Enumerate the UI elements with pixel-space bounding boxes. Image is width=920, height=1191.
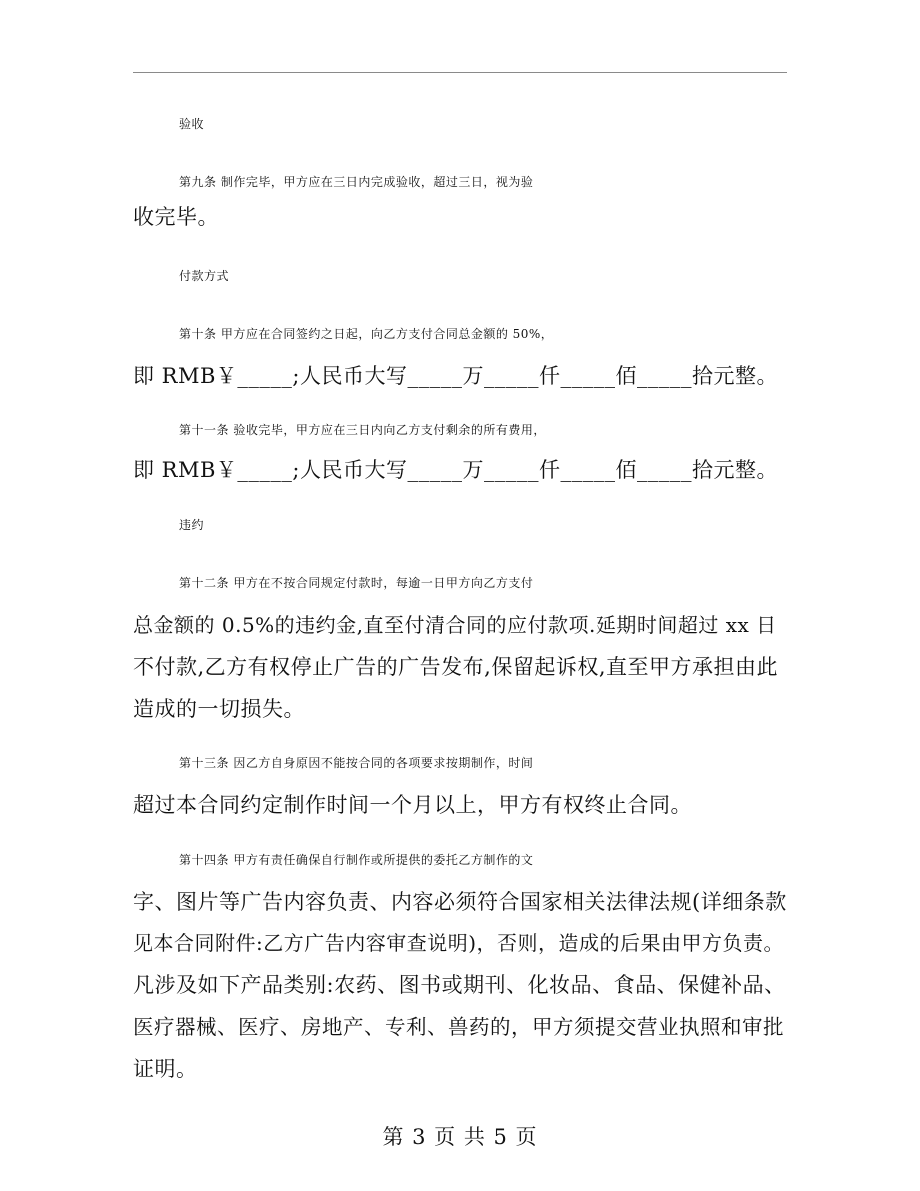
section-heading-payment: 付款方式 xyxy=(179,269,230,283)
article-10-line-2: 即 RMB￥_____;人民币大写_____万_____仟_____佰_____拾元整。 xyxy=(133,364,778,388)
article-9-line-2: 收完毕。 xyxy=(133,205,219,229)
section-heading-breach: 违约 xyxy=(179,518,205,532)
article-14-line-5: 医疗器械、医疗、房地产、专利、兽药的，甲方须提交营业执照和审批 xyxy=(133,1015,784,1039)
article-13-line-2: 超过本合同约定制作时间一个月以上，甲方有权终止合同。 xyxy=(133,793,692,817)
article-11-line-1: 第十一条 验收完毕，甲方应在三日内向乙方支付剩余的所有费用， xyxy=(179,423,546,437)
article-14-line-1: 第十四条 甲方有责任确保自行制作或所提供的委托乙方制作的文 xyxy=(179,853,534,867)
section-heading-acceptance: 验收 xyxy=(179,117,205,131)
article-11-line-2: 即 RMB￥_____;人民币大写_____万_____仟_____佰_____拾元整。 xyxy=(133,458,778,482)
article-14-line-3: 见本合同附件:乙方广告内容审查说明)，否则，造成的后果由甲方负责。 xyxy=(133,931,785,955)
article-14-line-6: 证明。 xyxy=(133,1057,198,1081)
page-number-footer: 第 3 页 共 5 页 xyxy=(382,1125,538,1149)
article-13-line-1: 第十三条 因乙方自身原因不能按合同的各项要求按期制作，时间 xyxy=(179,756,534,770)
article-12-line-1: 第十二条 甲方在不按合同规定付款时，每逾一日甲方向乙方支付 xyxy=(179,576,534,590)
article-12-line-3: 不付款,乙方有权停止广告的广告发布,保留起诉权,直至甲方承担由此 xyxy=(133,655,779,679)
article-9-line-1: 第九条 制作完毕，甲方应在三日内完成验收，超过三日，视为验 xyxy=(179,175,534,189)
article-10-line-1: 第十条 甲方应在合同签约之日起，向乙方支付合同总金额的 50%， xyxy=(179,327,554,341)
article-14-line-2: 字、图片等广告内容负责、内容必须符合国家相关法律法规(详细条款 xyxy=(133,890,787,914)
article-12-line-2: 总金额的 0.5%的违约金,直至付清合同的应付款项.延期时间超过 xx 日 xyxy=(133,613,777,637)
header-rule xyxy=(133,72,787,73)
article-12-line-4: 造成的一切损失。 xyxy=(133,697,305,721)
article-14-line-4: 凡涉及如下产品类别:农药、图书或期刊、化妆品、食品、保健补品、 xyxy=(133,973,786,997)
